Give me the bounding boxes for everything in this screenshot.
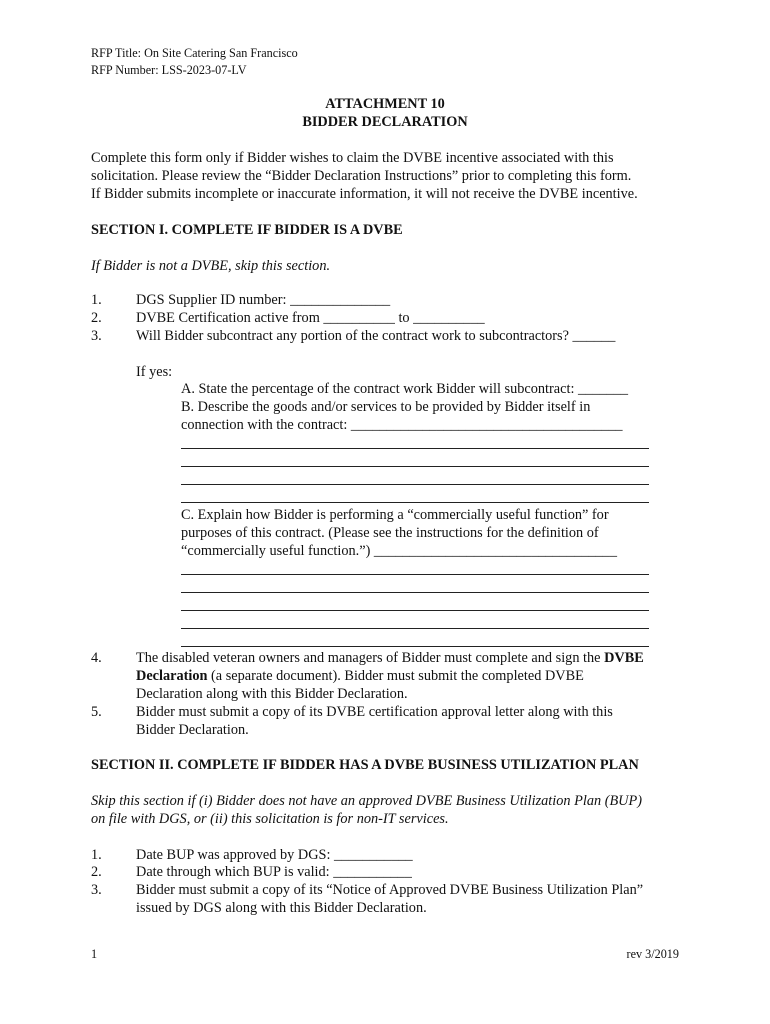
item-4-text: Declaration along with this Bidder Declaration.	[136, 686, 408, 702]
answer-line	[181, 592, 649, 593]
item-5-text: Bidder must submit a copy of its DVBE certification approval letter along with this	[136, 704, 613, 720]
goods-description-prompt: B. Describe the goods and/or services to be provided by Bidder itself in	[181, 399, 591, 415]
if-yes-label: If yes:	[136, 364, 173, 380]
section-2-note: Skip this section if (i) Bidder does not have an approved DVBE Business Utilization Plan (BUP)	[91, 793, 643, 809]
form-title: BIDDER DECLARATION	[302, 114, 468, 130]
section-1-note: If Bidder is not a DVBE, skip this section.	[91, 258, 331, 274]
subcontract-question: Will Bidder subcontract any portion of the contract work to subcontractors? ______	[136, 328, 616, 344]
item-number: 2.	[91, 864, 102, 880]
answer-line	[181, 484, 649, 485]
intro-line: If Bidder submits incomplete or inaccurate information, it will not receive the DVBE incentive.	[91, 186, 638, 202]
section-2-heading: SECTION II. COMPLETE IF BIDDER HAS A DVBE BUSINESS UTILIZATION PLAN	[91, 757, 639, 773]
section-1-heading: SECTION I. COMPLETE IF BIDDER IS A DVBE	[91, 222, 403, 238]
rfp-title: RFP Title: On Site Catering San Francisco	[91, 46, 298, 60]
cuf-prompt: C. Explain how Bidder is performing a “commercially useful function” for	[181, 507, 609, 523]
answer-line	[181, 502, 649, 503]
cuf-prompt: “commercially useful function.”) __________________________________	[181, 543, 617, 559]
intro-line: solicitation. Please review the “Bidder Declaration Instructions” prior to completing this form.	[91, 168, 632, 184]
supplier-id-field: DGS Supplier ID number: ______________	[136, 292, 391, 308]
answer-line	[181, 574, 649, 575]
item-number: 5.	[91, 704, 102, 720]
certification-dates-field: DVBE Certification active from __________ to __________	[136, 310, 485, 326]
rfp-number: RFP Number: LSS-2023-07-LV	[91, 63, 247, 77]
answer-line	[181, 448, 649, 449]
item-number: 3.	[91, 882, 102, 898]
item-4-text: Declaration (a separate document). Bidder must submit the completed DVBE	[136, 668, 584, 684]
bup-approved-date-field: Date BUP was approved by DGS: ___________	[136, 847, 413, 863]
item-number: 1.	[91, 847, 102, 863]
bup-notice-text: issued by DGS along with this Bidder Declaration.	[136, 900, 427, 916]
intro-line: Complete this form only if Bidder wishes to claim the DVBE incentive associated with this	[91, 150, 614, 166]
item-number: 4.	[91, 650, 102, 666]
item-5-text: Bidder Declaration.	[136, 722, 249, 738]
item-number: 3.	[91, 328, 102, 344]
bup-notice-text: Bidder must submit a copy of its “Notice of Approved DVBE Business Utilization Plan”	[136, 882, 644, 898]
subcontract-percentage-field: A. State the percentage of the contract work Bidder will subcontract: _______	[181, 381, 629, 397]
answer-line	[181, 646, 649, 647]
cuf-prompt: purposes of this contract. (Please see the instructions for the definition of	[181, 525, 599, 541]
bup-valid-date-field: Date through which BUP is valid: ___________	[136, 864, 412, 880]
item-4-text: The disabled veteran owners and managers of Bidder must complete and sign the DVBE	[136, 650, 644, 666]
goods-description-prompt: connection with the contract: ______________________________________	[181, 417, 623, 433]
item-number: 2.	[91, 310, 102, 326]
page-number: 1	[91, 947, 98, 961]
revision-label: rev 3/2019	[626, 947, 679, 961]
attachment-title: ATTACHMENT 10	[325, 96, 445, 112]
answer-line	[181, 610, 649, 611]
section-2-note: on file with DGS, or (ii) this solicitation is for non-IT services.	[91, 811, 449, 827]
answer-line	[181, 466, 649, 467]
item-number: 1.	[91, 292, 102, 308]
answer-line	[181, 628, 649, 629]
